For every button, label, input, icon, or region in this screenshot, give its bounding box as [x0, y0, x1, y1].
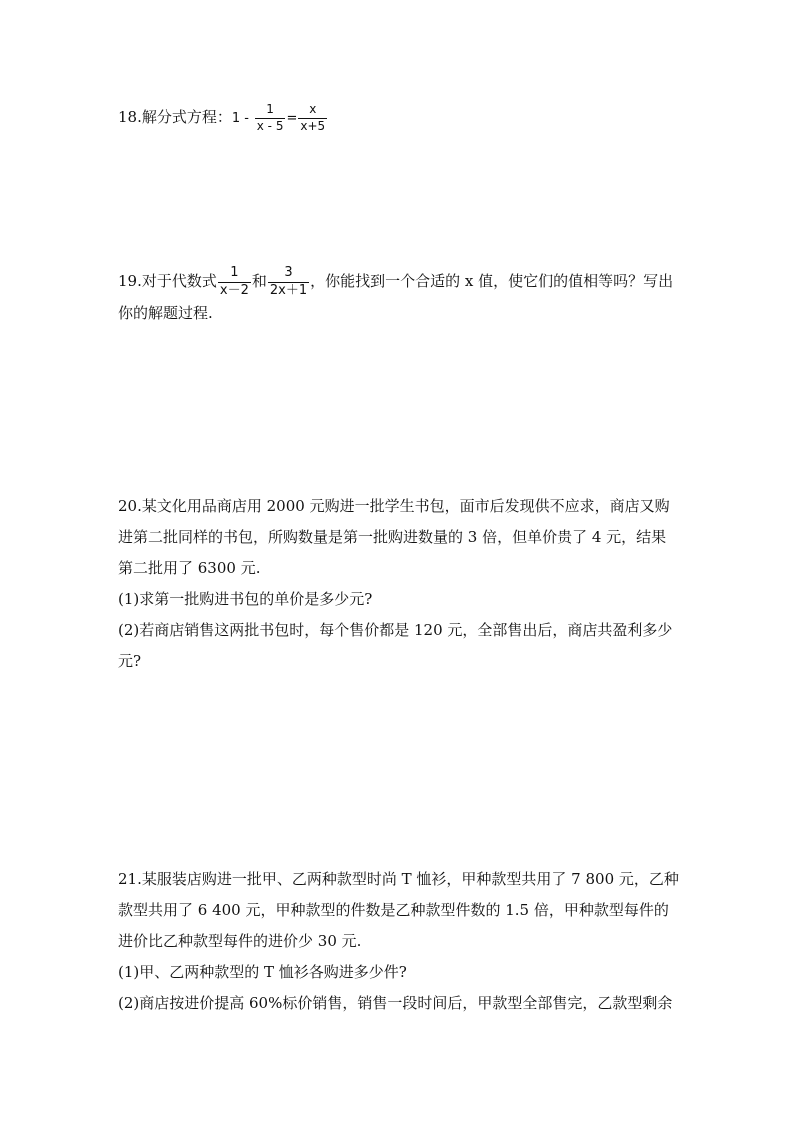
question-21: [118, 864, 698, 1019]
denominator: 2x＋1: [269, 282, 308, 298]
denominator: x - 5: [256, 118, 284, 133]
numerator: 1: [230, 265, 239, 281]
question-21-line: 款型共用了 6 400 元，甲种款型的件数是乙种款型件数的 1.5 倍，甲种款型每件的: [118, 901, 669, 919]
connector-text: 和: [251, 272, 267, 290]
numerator: 1: [266, 102, 274, 117]
equation-lhs: 1 -: [231, 111, 249, 126]
question-21-sub-2: (2)商店按进价提高 60%标价销售，销售一段时间后，甲款型全部售完，乙款型剩余: [118, 994, 673, 1012]
question-20-line: 进第二批同样的书包，所购数量是第一批购进数量的 3 倍，但单价贵了 4 元，结果: [118, 528, 667, 546]
question-20-sub-2: (2)若商店销售这两批书包时，每个售价都是 120 元，全部售出后，商店共盈利多少: [118, 621, 673, 639]
question-19-line-1: [118, 266, 698, 298]
fraction-1: [218, 266, 251, 298]
question-20: [118, 491, 698, 677]
question-text: ，你能找到一个合适的 x 值，使它们的值相等吗？写出: [310, 272, 674, 290]
denominator: x－2: [219, 282, 249, 298]
question-20-sub-1: (1)求第一批购进书包的单价是多少元?: [118, 590, 373, 608]
question-18: [118, 102, 698, 134]
numerator: 3: [284, 265, 293, 281]
fraction-1: [255, 103, 286, 132]
question-20-line: 元?: [118, 652, 142, 670]
question-number: 19.: [118, 272, 142, 290]
equals-sign: =: [286, 111, 298, 126]
question-21-line: 进价比乙种款型每件的进价少 30 元.: [118, 932, 362, 950]
question-21-sub-1: (1)甲、乙两种款型的 T 恤衫各购进多少件?: [118, 963, 407, 981]
denominator: x+5: [300, 118, 326, 133]
fraction-2: [268, 266, 309, 298]
question-18-line: [118, 102, 698, 134]
question-text: 解分式方程：: [141, 108, 232, 126]
question-20-line: 20.某文化用品商店用 2000 元购进一批学生书包，面市后发现供不应求，商店又购: [118, 497, 670, 515]
numerator: x: [309, 102, 317, 117]
question-number: 18.: [118, 108, 142, 126]
question-21-line: 21.某服装店购进一批甲、乙两种款型时尚 T 恤衫，甲种款型共用了 7 800 元，乙种: [118, 870, 679, 888]
fraction-2: [298, 103, 327, 132]
question-text: 对于代数式: [141, 272, 217, 290]
question-19-line-2: 你的解题过程.: [118, 303, 213, 322]
question-20-line: 第二批用了 6300 元.: [118, 559, 261, 577]
question-19: [118, 266, 698, 329]
